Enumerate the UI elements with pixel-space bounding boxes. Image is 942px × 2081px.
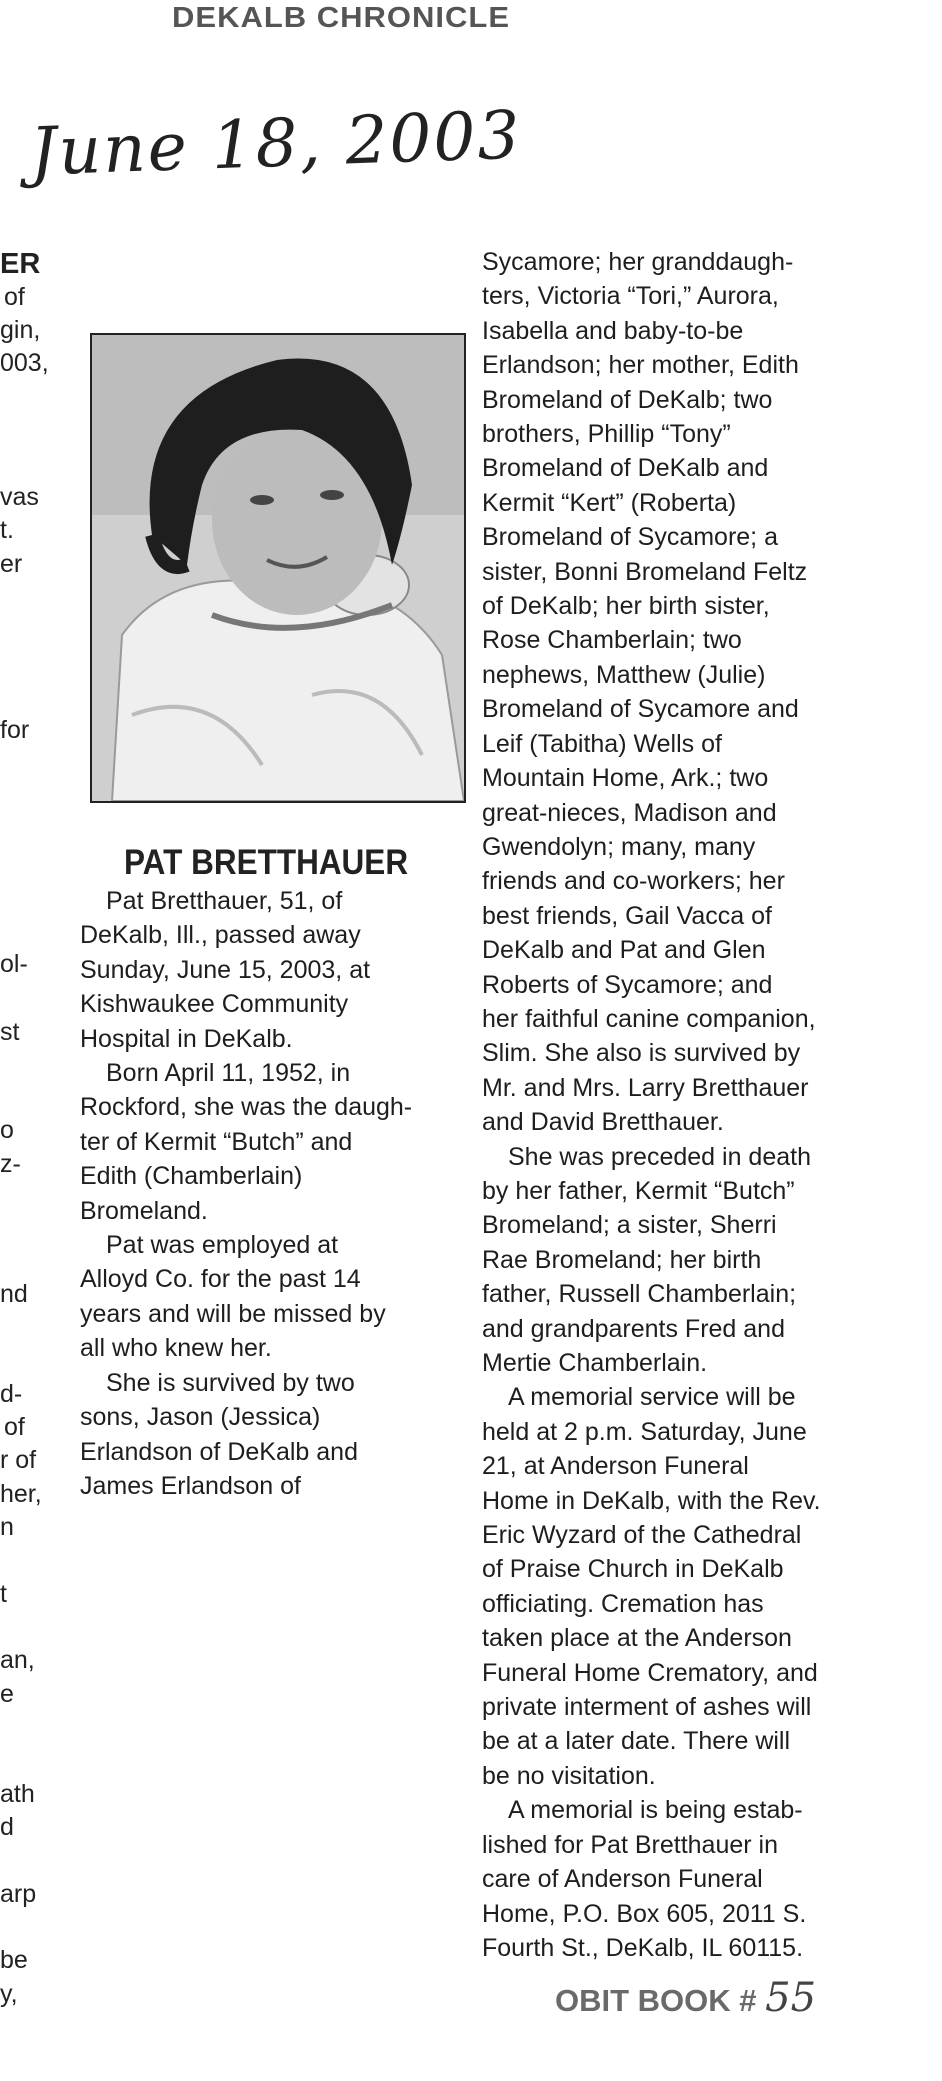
obituary-text-line: Eric Wyzard of the Cathedral	[482, 1521, 802, 1550]
obituary-text-line: A memorial is being estab-	[508, 1796, 803, 1825]
obituary-text-line: her faithful canine companion,	[482, 1004, 816, 1033]
adjacent-column-fragment: t	[0, 1580, 7, 1608]
obituary-text-line: Edith (Chamberlain)	[80, 1162, 303, 1191]
obit-book-label: OBIT BOOK #	[555, 1983, 757, 2018]
obituary-text-line: Funeral Home Crematory, and	[482, 1658, 818, 1687]
obituary-text-line: be no visitation.	[482, 1761, 656, 1790]
obituary-text-line: Hospital in DeKalb.	[80, 1024, 293, 1053]
obituary-text-line: Bromeland.	[80, 1196, 208, 1225]
obituary-text-line: ter of Kermit “Butch” and	[80, 1127, 353, 1156]
newspaper-masthead: DEKALB CHRONICLE	[172, 1, 511, 34]
obituary-text-line: and David Bretthauer.	[482, 1108, 724, 1137]
obituary-text-line: Rose Chamberlain; two	[482, 626, 742, 655]
obituary-text-line: Rockford, she was the daugh-	[80, 1093, 413, 1122]
obituary-text-line: She was preceded in death	[508, 1142, 811, 1171]
portrait-image	[92, 335, 464, 801]
obituary-text-line: James Erlandson of	[80, 1471, 301, 1500]
obit-book-stamp	[555, 1975, 816, 2021]
obituary-text-line: friends and co-workers; her	[482, 867, 785, 896]
obituary-text-line: Gwendolyn; many, many	[482, 832, 756, 861]
obituary-text-line: lished for Pat Bretthauer in	[482, 1830, 778, 1859]
obituary-text-line: Mountain Home, Ark.; two	[482, 764, 769, 793]
adjacent-column-fragment: of	[4, 283, 25, 311]
obituary-text-line: all who knew her.	[80, 1334, 272, 1363]
obituary-text-line: Sunday, June 15, 2003, at	[80, 955, 371, 984]
obituary-text-line: Kishwaukee Community	[80, 990, 349, 1019]
adjacent-column-fragment: o	[0, 1116, 14, 1144]
obituary-text-line: Home in DeKalb, with the Rev.	[482, 1486, 821, 1515]
obituary-text-line: held at 2 p.m. Saturday, June	[482, 1417, 807, 1446]
obituary-text-line: Roberts of Sycamore; and	[482, 970, 773, 999]
obituary-text-line: nephews, Matthew (Julie)	[482, 660, 766, 689]
obituary-text-line: years and will be missed by	[80, 1299, 386, 1328]
obituary-name-heading: PAT BRETTHAUER	[124, 843, 409, 882]
obituary-text-line: Erlandson; her mother, Edith	[482, 351, 799, 380]
adjacent-column-fragment: er	[0, 550, 23, 578]
adjacent-column-fragment: z-	[0, 1150, 21, 1178]
obituary-text-line: Fourth St., DeKalb, IL 60115.	[482, 1933, 804, 1962]
obituary-text-line: DeKalb, Ill., passed away	[80, 921, 361, 950]
adjacent-column-fragment: t.	[0, 516, 14, 544]
adjacent-column-fragment: for	[0, 716, 30, 744]
obituary-text-line: great-nieces, Madison and	[482, 798, 777, 827]
adjacent-column-fragments	[0, 0, 60, 2081]
adjacent-column-fragment: e	[0, 1680, 14, 1708]
adjacent-column-fragment: d-	[0, 1380, 23, 1408]
obituary-text-line: Bromeland of Sycamore and	[482, 695, 799, 724]
obituary-text-line: ters, Victoria “Tori,” Aurora,	[482, 282, 779, 311]
handwritten-date: June 18, 2003	[28, 96, 523, 191]
adjacent-column-fragment: st	[0, 1018, 20, 1046]
obituary-text-line: 21, at Anderson Funeral	[482, 1452, 749, 1481]
obituary-text-line: Bromeland of DeKalb and	[482, 454, 769, 483]
obituary-text-line: private interment of ashes will	[482, 1693, 812, 1722]
obituary-left-column	[80, 884, 440, 1503]
adjacent-column-fragment: ER	[0, 248, 41, 280]
obituary-text-line: brothers, Phillip “Tony”	[482, 420, 731, 449]
obituary-text-line: Pat was employed at	[106, 1231, 339, 1260]
obituary-text-line: A memorial service will be	[508, 1383, 796, 1412]
obituary-text-line: Sycamore; her granddaugh-	[482, 248, 794, 276]
obituary-text-line: Isabella and baby-to-be	[482, 316, 744, 345]
obituary-text-line: Rae Bromeland; her birth	[482, 1245, 762, 1274]
obituary-text-line: Home, P.O. Box 605, 2011 S.	[482, 1899, 807, 1928]
obituary-text-line: Kermit “Kert” (Roberta)	[482, 488, 737, 517]
adjacent-column-fragment: ol-	[0, 950, 28, 978]
obituary-text-line: taken place at the Anderson	[482, 1624, 792, 1653]
adjacent-column-fragment: vas	[0, 483, 39, 511]
obituary-text-line: care of Anderson Funeral	[482, 1865, 763, 1894]
adjacent-column-fragment: gin,	[0, 316, 41, 344]
obituary-text-line: officiating. Cremation has	[482, 1589, 764, 1618]
obituary-text-line: Bromeland of Sycamore; a	[482, 523, 778, 552]
adjacent-column-fragment: of	[4, 1413, 25, 1441]
adjacent-column-fragment: be	[0, 1946, 28, 1974]
obituary-text-line: of DeKalb; her birth sister,	[482, 592, 770, 621]
adjacent-column-fragment: her,	[0, 1480, 42, 1508]
adjacent-column-fragment: r of	[0, 1446, 37, 1474]
obituary-text-line: father, Russell Chamberlain;	[482, 1280, 797, 1309]
obituary-text-line: by her father, Kermit “Butch”	[482, 1176, 795, 1205]
obituary-text-line: Born April 11, 1952, in	[106, 1059, 351, 1088]
adjacent-column-fragment: ath	[0, 1780, 35, 1808]
adjacent-column-fragment: nd	[0, 1280, 28, 1308]
obituary-text-line: Alloyd Co. for the past 14	[80, 1265, 361, 1294]
obituary-text-line: DeKalb and Pat and Glen	[482, 936, 766, 965]
obituary-text-line: of Praise Church in DeKalb	[482, 1555, 784, 1584]
obituary-right-column	[482, 245, 882, 1965]
adjacent-column-fragment: n	[0, 1513, 14, 1541]
adjacent-column-fragment: d	[0, 1813, 14, 1841]
obituary-text-line: Bromeland of DeKalb; two	[482, 385, 773, 414]
adjacent-column-fragment: y,	[0, 1980, 18, 2008]
obituary-text-line: She is survived by two	[106, 1368, 355, 1397]
adjacent-column-fragment: an,	[0, 1646, 35, 1674]
obituary-text-line: Leif (Tabitha) Wells of	[482, 729, 722, 758]
obituary-text-line: sister, Bonni Bromeland Feltz	[482, 557, 808, 586]
obituary-text-line: Mr. and Mrs. Larry Bretthauer	[482, 1073, 809, 1102]
obituary-text-line: Mertie Chamberlain.	[482, 1349, 708, 1377]
obituary-text-line: and grandparents Fred and	[482, 1314, 785, 1343]
adjacent-column-fragment: 003,	[0, 349, 49, 377]
adjacent-column-fragment: arp	[0, 1880, 37, 1908]
obituary-text-line: Slim. She also is survived by	[482, 1039, 801, 1068]
obit-book-number: 55	[765, 1975, 817, 2021]
obituary-text-line: Erlandson of DeKalb and	[80, 1437, 358, 1466]
obituary-text-line: sons, Jason (Jessica)	[80, 1403, 321, 1432]
obituary-text-line: best friends, Gail Vacca of	[482, 901, 772, 930]
obituary-text-line: be at a later date. There will	[482, 1727, 791, 1756]
obituary-text-line: Bromeland; a sister, Sherri	[482, 1211, 777, 1240]
obituary-text-line: Pat Bretthauer, 51, of	[106, 887, 343, 915]
obituary-photo	[90, 333, 466, 803]
